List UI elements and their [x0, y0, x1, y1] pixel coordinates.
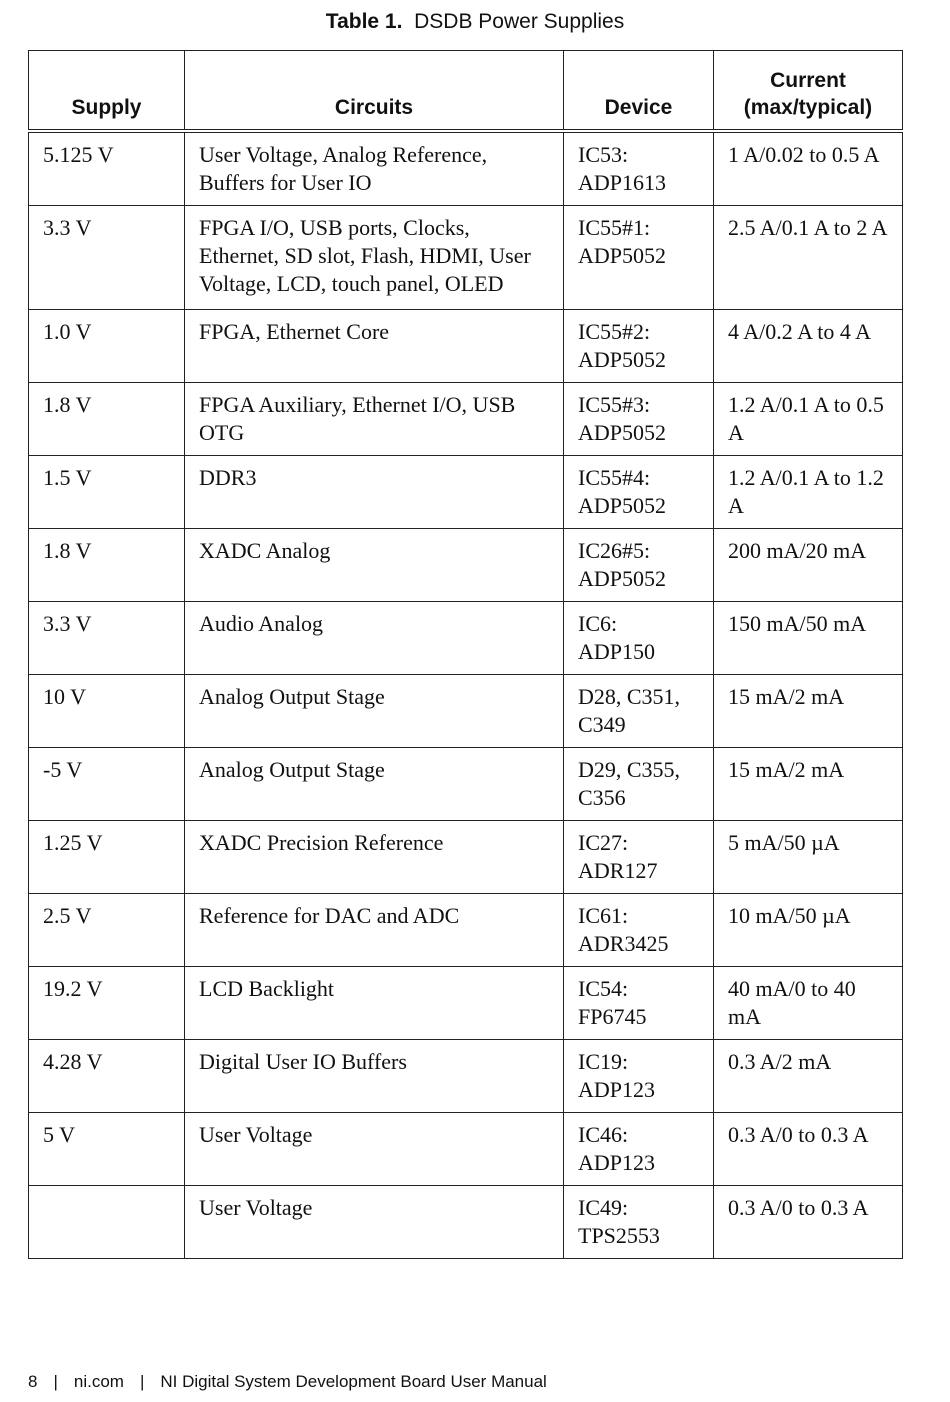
- current-cell: 1.2 A/0.1 A to 1.2 A: [714, 456, 903, 529]
- device-line-2: TPS2553: [578, 1223, 660, 1248]
- device-line-2: ADP5052: [578, 493, 667, 518]
- circuits-cell: LCD Backlight: [185, 967, 564, 1040]
- device-line-2: C349: [578, 712, 626, 737]
- device-line-2: FP6745: [578, 1004, 647, 1029]
- device-cell: [564, 894, 714, 967]
- header-circuits: Circuits: [185, 51, 564, 132]
- table-number: Table 1.: [325, 10, 403, 33]
- device-line-2: ADP123: [578, 1077, 656, 1102]
- current-cell: 1.2 A/0.1 A to 0.5 A: [714, 383, 903, 456]
- circuits-cell: User Voltage: [185, 1113, 564, 1186]
- device-cell: [564, 967, 714, 1040]
- circuits-cell: FPGA, Ethernet Core: [185, 310, 564, 383]
- device-line-1: IC55#1:: [578, 215, 651, 240]
- device-cell: [564, 675, 714, 748]
- table-caption: [0, 10, 950, 34]
- current-cell: 150 mA/50 mA: [714, 602, 903, 675]
- table-row: [29, 456, 903, 529]
- supply-cell: 5.125 V: [29, 131, 185, 206]
- device-line-1: IC6:: [578, 611, 618, 636]
- table-row: [29, 675, 903, 748]
- device-line-2: ADP5052: [578, 420, 667, 445]
- device-cell: [564, 748, 714, 821]
- device-line-1: IC46:: [578, 1122, 629, 1147]
- table-title: DSDB Power Supplies: [414, 10, 625, 33]
- circuits-cell: Analog Output Stage: [185, 748, 564, 821]
- device-line-2: ADP150: [578, 639, 656, 664]
- current-cell: 15 mA/2 mA: [714, 675, 903, 748]
- supply-cell: 5 V: [29, 1113, 185, 1186]
- table-row: [29, 131, 903, 206]
- table-row: [29, 1040, 903, 1113]
- circuits-cell: FPGA Auxiliary, Ethernet I/O, USB OTG: [185, 383, 564, 456]
- current-cell: 0.3 A/2 mA: [714, 1040, 903, 1113]
- device-line-2: ADP5052: [578, 243, 667, 268]
- power-supplies-table: [28, 50, 903, 1259]
- device-line-1: D29, C355,: [578, 757, 681, 782]
- device-line-1: IC55#2:: [578, 319, 651, 344]
- device-line-1: IC55#4:: [578, 465, 651, 490]
- device-cell: [564, 131, 714, 206]
- supply-cell: 1.8 V: [29, 383, 185, 456]
- supply-cell: 1.0 V: [29, 310, 185, 383]
- device-line-2: ADR3425: [578, 931, 669, 956]
- footer-separator: |: [139, 1372, 145, 1391]
- device-line-2: C356: [578, 785, 626, 810]
- footer-site: ni.com: [73, 1372, 124, 1391]
- device-line-1: IC55#3:: [578, 392, 651, 417]
- table-row: [29, 748, 903, 821]
- supply-cell: 19.2 V: [29, 967, 185, 1040]
- supply-cell: 10 V: [29, 675, 185, 748]
- device-line-2: ADP5052: [578, 566, 667, 591]
- page-footer: [28, 1372, 547, 1392]
- device-line-1: IC53:: [578, 142, 629, 167]
- supply-cell: -5 V: [29, 748, 185, 821]
- table-row: [29, 821, 903, 894]
- device-line-2: ADP1613: [578, 170, 667, 195]
- current-cell: 1 A/0.02 to 0.5 A: [714, 131, 903, 206]
- circuits-cell: DDR3: [185, 456, 564, 529]
- current-cell: 40 mA/0 to 40 mA: [714, 967, 903, 1040]
- footer-manual-title: NI Digital System Development Board User Manual: [160, 1372, 547, 1391]
- device-line-1: IC49:: [578, 1195, 629, 1220]
- device-cell: [564, 310, 714, 383]
- device-cell: [564, 383, 714, 456]
- device-line-1: IC26#5:: [578, 538, 651, 563]
- device-line-2: ADP5052: [578, 347, 667, 372]
- table-row: [29, 967, 903, 1040]
- header-current-line2: (max/typical): [743, 96, 873, 119]
- supply-cell: 3.3 V: [29, 602, 185, 675]
- table-body: [29, 131, 903, 1259]
- table-row: [29, 383, 903, 456]
- header-current: [714, 51, 903, 132]
- device-line-1: IC54:: [578, 976, 629, 1001]
- header-current-line1: Current: [770, 69, 846, 92]
- device-line-2: ADP123: [578, 1150, 656, 1175]
- circuits-cell: User Voltage: [185, 1186, 564, 1259]
- header-row: [29, 51, 903, 132]
- device-line-2: ADR127: [578, 858, 658, 883]
- page-number: 8: [28, 1372, 38, 1391]
- current-cell: 4 A/0.2 A to 4 A: [714, 310, 903, 383]
- device-cell: [564, 1040, 714, 1113]
- supply-cell: [29, 1186, 185, 1259]
- circuits-cell: FPGA I/O, USB ports, Clocks, Ethernet, SD slot, Flash, HDMI, User Voltage, LCD, touch panel, OLED: [185, 206, 564, 310]
- device-line-1: D28, C351,: [578, 684, 681, 709]
- supply-cell: 1.5 V: [29, 456, 185, 529]
- supply-cell: 3.3 V: [29, 206, 185, 310]
- table-row: [29, 894, 903, 967]
- device-line-1: IC61:: [578, 903, 629, 928]
- header-device: Device: [564, 51, 714, 132]
- circuits-cell: User Voltage, Analog Reference, Buffers for User IO: [185, 131, 564, 206]
- device-cell: [564, 821, 714, 894]
- current-cell: 0.3 A/0 to 0.3 A: [714, 1186, 903, 1259]
- circuits-cell: Audio Analog: [185, 602, 564, 675]
- device-cell: [564, 602, 714, 675]
- table-row: [29, 310, 903, 383]
- footer-separator: |: [53, 1372, 58, 1391]
- supply-cell: 1.8 V: [29, 529, 185, 602]
- table-row: [29, 206, 903, 310]
- header-supply: Supply: [29, 51, 185, 132]
- circuits-cell: Digital User IO Buffers: [185, 1040, 564, 1113]
- current-cell: 0.3 A/0 to 0.3 A: [714, 1113, 903, 1186]
- device-cell: [564, 206, 714, 310]
- current-cell: 5 mA/50 µA: [714, 821, 903, 894]
- current-cell: 15 mA/2 mA: [714, 748, 903, 821]
- current-cell: 2.5 A/0.1 A to 2 A: [714, 206, 903, 310]
- current-cell: 10 mA/50 µA: [714, 894, 903, 967]
- supply-cell: 2.5 V: [29, 894, 185, 967]
- device-cell: [564, 456, 714, 529]
- table-row: [29, 1186, 903, 1259]
- table-row: [29, 1113, 903, 1186]
- device-cell: [564, 1186, 714, 1259]
- device-line-1: IC27:: [578, 830, 629, 855]
- circuits-cell: Reference for DAC and ADC: [185, 894, 564, 967]
- circuits-cell: Analog Output Stage: [185, 675, 564, 748]
- device-cell: [564, 529, 714, 602]
- supply-cell: 4.28 V: [29, 1040, 185, 1113]
- supply-cell: 1.25 V: [29, 821, 185, 894]
- table-row: [29, 602, 903, 675]
- device-cell: [564, 1113, 714, 1186]
- current-cell: 200 mA/20 mA: [714, 529, 903, 602]
- table-row: [29, 529, 903, 602]
- circuits-cell: XADC Analog: [185, 529, 564, 602]
- circuits-cell: XADC Precision Reference: [185, 821, 564, 894]
- device-line-1: IC19:: [578, 1049, 629, 1074]
